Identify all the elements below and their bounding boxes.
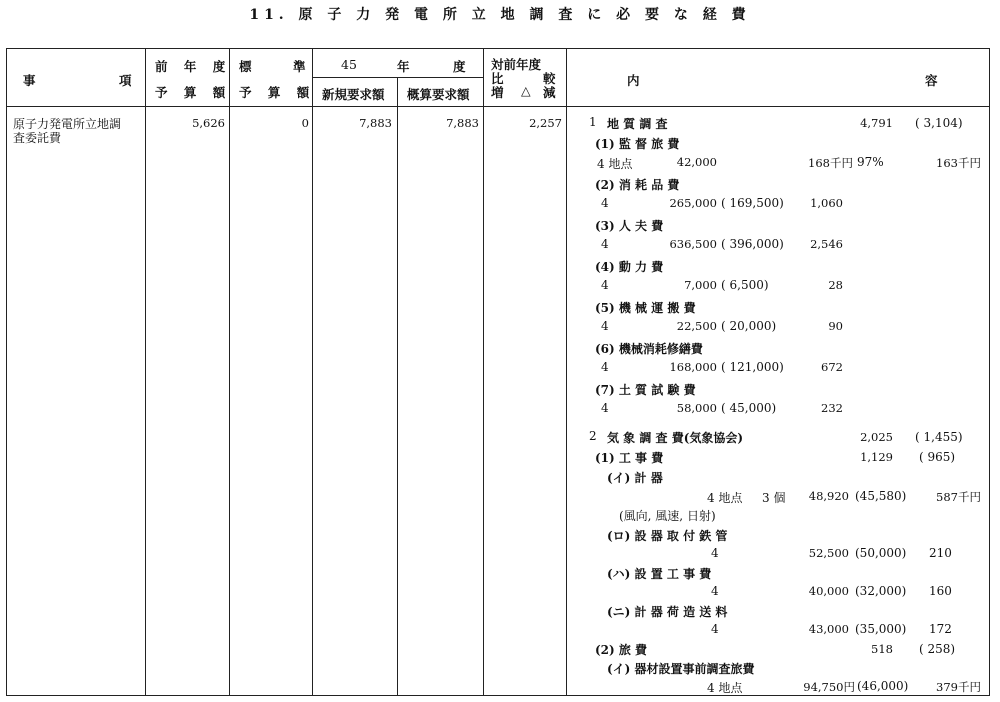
col-divider-1 (145, 49, 146, 695)
header-comparison-2b: 較 (543, 71, 556, 86)
header-comparison-3c: 減 (543, 85, 556, 100)
s2-1-ni-prev: (35,000) (855, 622, 907, 636)
col-divider-2 (229, 49, 230, 695)
header-new-request: 新規要求額 (322, 87, 385, 102)
s1-5-qty: 4 (601, 319, 609, 333)
s2-2-i-unit: 94,750円 (803, 680, 855, 694)
s2-1-ha-label: (ハ) 設 置 工 事 費 (607, 567, 712, 581)
header-item-b: 項 (119, 73, 132, 88)
header-item-a: 事 (23, 73, 36, 88)
s1-1-label: (1) 監 督 旅 費 (595, 137, 680, 151)
s2-1-amount: 1,129 (860, 450, 893, 464)
header-fy-number: 45 (341, 57, 357, 72)
s1-5-unit: 22,500 (676, 319, 717, 333)
s1-4-unit: 7,000 (684, 278, 717, 292)
s2-2-i-prev: (46,000) (857, 679, 909, 693)
total-request-value: 7,883 (446, 116, 479, 130)
s2-1-ni-label: (ニ) 計 器 荷 造 送 料 (607, 605, 728, 619)
s2-1-i-note: (風向, 風速, 日射) (619, 509, 716, 523)
header-fy-do: 度 (453, 59, 466, 74)
s1-3-unit: 636,500 (669, 237, 717, 251)
header-comparison-2a: 比 (491, 71, 504, 86)
header-content-a: 内 (627, 73, 640, 88)
budget-table (6, 48, 990, 696)
col-divider-5 (483, 49, 484, 695)
s2-1-ni-amount: 172 (929, 622, 952, 636)
s1-4-prev: ( 6,500) (721, 278, 769, 292)
s1-4-label: (4) 動 力 費 (595, 260, 664, 274)
item-name-line2: 査委託費 (13, 131, 62, 145)
s2-1-ha-unit: 40,000 (808, 584, 849, 598)
s2-1-ha-prev: (32,000) (855, 584, 907, 598)
comparison-value: 2,257 (529, 116, 562, 130)
s2-amount: 2,025 (860, 430, 893, 444)
s1-5-label: (5) 機 械 運 搬 費 (595, 301, 696, 315)
s2-1-ha-amount: 160 (929, 584, 952, 598)
col-divider-4 (397, 77, 398, 695)
s1-amount: 4,791 (860, 116, 893, 130)
s2-2-prev: ( 258) (919, 642, 956, 656)
header-prev-budget-1: 前 年 度 (155, 59, 232, 74)
s2-1-i-unit: 48,920 (808, 489, 849, 503)
s2-1-prev: ( 965) (919, 450, 956, 464)
s1-6-prev: ( 121,000) (721, 360, 784, 374)
s1-6-label: (6) 機械消耗修繕費 (595, 342, 703, 356)
std-budget-value: 0 (301, 116, 309, 130)
s2-prev-amount: ( 1,455) (915, 430, 963, 444)
s2-2-amount: 518 (871, 642, 893, 656)
s2-1-i-qty: 4 地点 (707, 491, 743, 505)
s2-1-ha-qty: 4 (711, 584, 719, 598)
prev-budget-value: 5,626 (192, 116, 225, 130)
header-std-b: 準 (293, 59, 306, 74)
s1-7-label: (7) 土 質 試 験 費 (595, 383, 696, 397)
s1-number: 1 (589, 115, 597, 129)
col-divider-6 (566, 49, 567, 695)
s2-2-label: (2) 旅 費 (595, 643, 648, 657)
s2-1-i-count: 3 個 (762, 491, 786, 505)
s1-1-percent: 97% (857, 155, 884, 169)
s1-2-unit: 265,000 (669, 196, 717, 210)
s1-2-qty: 4 (601, 196, 609, 210)
new-request-value: 7,883 (359, 116, 392, 130)
s2-1-ni-qty: 4 (711, 622, 719, 636)
fy-header-divider (312, 77, 483, 78)
header-comparison-1: 対前年度 (491, 57, 542, 72)
s1-3-amount: 2,546 (810, 237, 843, 251)
s1-1-unit: 42,000 (676, 155, 717, 169)
s1-7-prev: ( 45,000) (721, 401, 777, 415)
s2-1-ro-amount: 210 (929, 546, 952, 560)
s2-1-ni-unit: 43,000 (808, 622, 849, 636)
item-name-line1: 原子力発電所立地調 (13, 117, 122, 131)
s1-2-label: (2) 消 耗 品 費 (595, 178, 680, 192)
s2-1-ro-prev: (50,000) (855, 546, 907, 560)
s1-4-amount: 28 (828, 278, 843, 292)
s1-2-prev: ( 169,500) (721, 196, 784, 210)
s2-1-label: (1) 工 事 費 (595, 451, 664, 465)
s2-2-i-amount: 379千円 (936, 680, 981, 694)
s1-3-label: (3) 人 夫 費 (595, 219, 664, 233)
s2-number: 2 (589, 429, 597, 443)
s1-2-amount: 1,060 (810, 196, 843, 210)
header-std-a: 標 (239, 59, 252, 74)
col-divider-3 (312, 49, 313, 695)
s2-1-i-label: (イ) 計 器 (607, 471, 663, 485)
header-std-budget-2: 予 算 額 (239, 85, 316, 100)
page-title: 11. 原 子 力 発 電 所 立 地 調 査 に 必 要 な 経 費 (249, 7, 751, 23)
s1-1-last: 163千円 (936, 156, 981, 170)
s2-1-ro-qty: 4 (711, 546, 719, 560)
s1-7-amount: 232 (821, 401, 843, 415)
s1-5-prev: ( 20,000) (721, 319, 777, 333)
s2-2-i-label: (イ) 器材設置事前調査旅費 (607, 662, 755, 676)
header-prev-budget-2: 予 算 額 (155, 85, 232, 100)
s1-3-prev: ( 396,000) (721, 237, 784, 251)
s2-1-ro-label: (ロ) 設 器 取 付 鉄 管 (607, 529, 728, 543)
header-total-request: 概算要求額 (407, 87, 470, 102)
s1-3-qty: 4 (601, 237, 609, 251)
header-fy-nen: 年 (397, 59, 410, 74)
s2-1-i-prev: (45,580) (855, 489, 907, 503)
s2-1-i-amount: 587千円 (936, 490, 981, 504)
s1-1-qty: 4 地点 (597, 157, 633, 171)
header-content-b: 容 (925, 73, 938, 88)
s2-2-i-qty: 4 地点 (707, 681, 743, 695)
s2-1-ro-unit: 52,500 (808, 546, 849, 560)
s1-title: 地 質 調 査 (607, 117, 668, 131)
s2-title: 気 象 調 査 費(気象協会) (607, 431, 744, 445)
header-bottom-rule (7, 106, 989, 107)
s1-5-amount: 90 (828, 319, 843, 333)
s1-4-qty: 4 (601, 278, 609, 292)
s1-6-amount: 672 (821, 360, 843, 374)
s1-7-unit: 58,000 (676, 401, 717, 415)
s1-6-unit: 168,000 (669, 360, 717, 374)
s1-6-qty: 4 (601, 360, 609, 374)
header-comparison-3b: △ (521, 83, 531, 98)
header-comparison-3a: 増 (491, 85, 504, 100)
s1-7-qty: 4 (601, 401, 609, 415)
s1-prev-amount: ( 3,104) (915, 116, 963, 130)
s1-1-amount: 168千円 (808, 156, 853, 170)
